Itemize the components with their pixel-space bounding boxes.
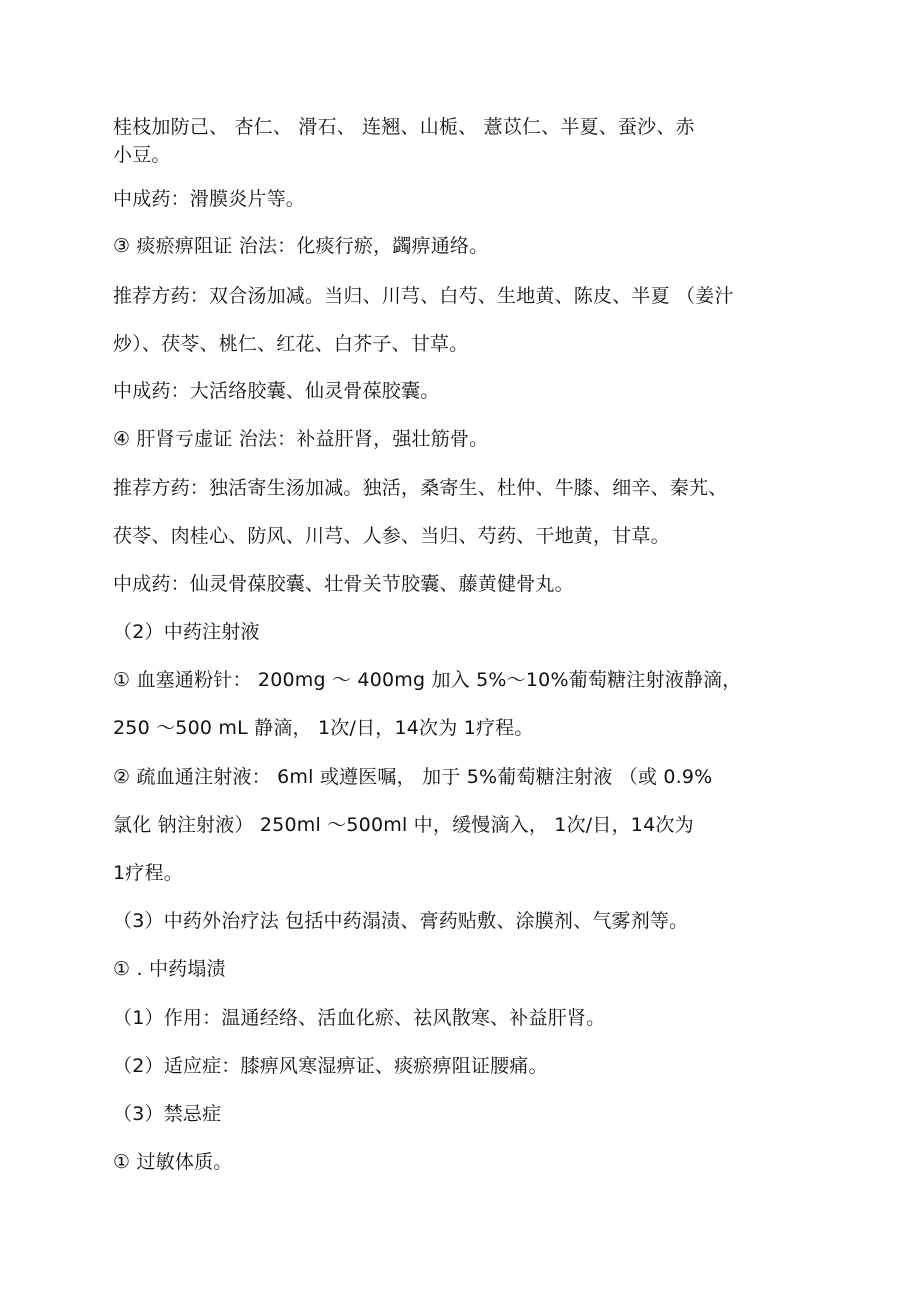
text-line: 中成药：滑膜炎片等。 [113, 188, 306, 210]
text-line: 推荐方药：独活寄生汤加减。独活，桑寄生、杜仲、牛膝、细辛、秦艽、 [113, 477, 728, 499]
text-line: （2）适应症：膝痹风寒湿痹证、痰瘀痹阻证腰痛。 [113, 1055, 548, 1077]
text-line: 中成药：大活络胶囊、仙灵骨葆胶囊。 [113, 380, 440, 402]
text-line: 桂枝加防己、 杏仁、 滑石、 连翘、山栀、 薏苡仁、半夏、蚕沙、赤 [113, 116, 695, 138]
text-line: 中成药：仙灵骨葆胶囊、壮骨关节胶囊、藤黄健骨丸。 [113, 573, 574, 595]
text-line: ③ 痰瘀痹阻证 治法：化痰行瘀，蠲痹通络。 [113, 235, 489, 257]
section-heading: （2）中药注射液 [113, 621, 260, 643]
text-line: 1疗程。 [113, 862, 183, 884]
text-line: （1）作用：温通经络、活血化瘀、祛风散寒、补益肝肾。 [113, 1007, 606, 1029]
text-line: ① 过敏体质。 [113, 1151, 233, 1173]
text-line: ④ 肝肾亏虚证 治法：补益肝肾，强壮筋骨。 [113, 428, 489, 450]
text-line: 250 ～500 mL 静滴， 1次/日，14次为 1疗程。 [113, 717, 534, 739]
section-heading: （3）中药外治疗法 包括中药溻渍、膏药贴敷、涂膜剂、气雾剂等。 [113, 910, 689, 932]
text-line: 小豆。 [113, 144, 171, 166]
text-line: ② 疏血通注射液： 6ml 或遵医嘱， 加于 5%葡萄糖注射液 （或 0.9% [113, 766, 713, 788]
text-line: ① 血塞通粉针： 200mg ～ 400mg 加入 5%～10%葡萄糖注射液静滴， [113, 669, 742, 691]
text-line: 炒）、茯苓、桃仁、红花、白芥子、甘草。 [113, 333, 469, 355]
text-line: 氯化 钠注射液） 250ml ～500ml 中，缓慢滴入， 1次/日，14次为 [113, 814, 694, 836]
text-line: 推荐方药：双合汤加减。当归、川芎、白芍、生地黄、陈皮、半夏 （姜汁 [113, 285, 734, 307]
text-line: （3）禁忌症 [113, 1103, 222, 1125]
text-line: ① . 中药塌渍 [113, 958, 226, 980]
text-line: 茯苓、肉桂心、防风、川芎、人参、当归、芍药、干地黄，甘草。 [113, 525, 670, 547]
